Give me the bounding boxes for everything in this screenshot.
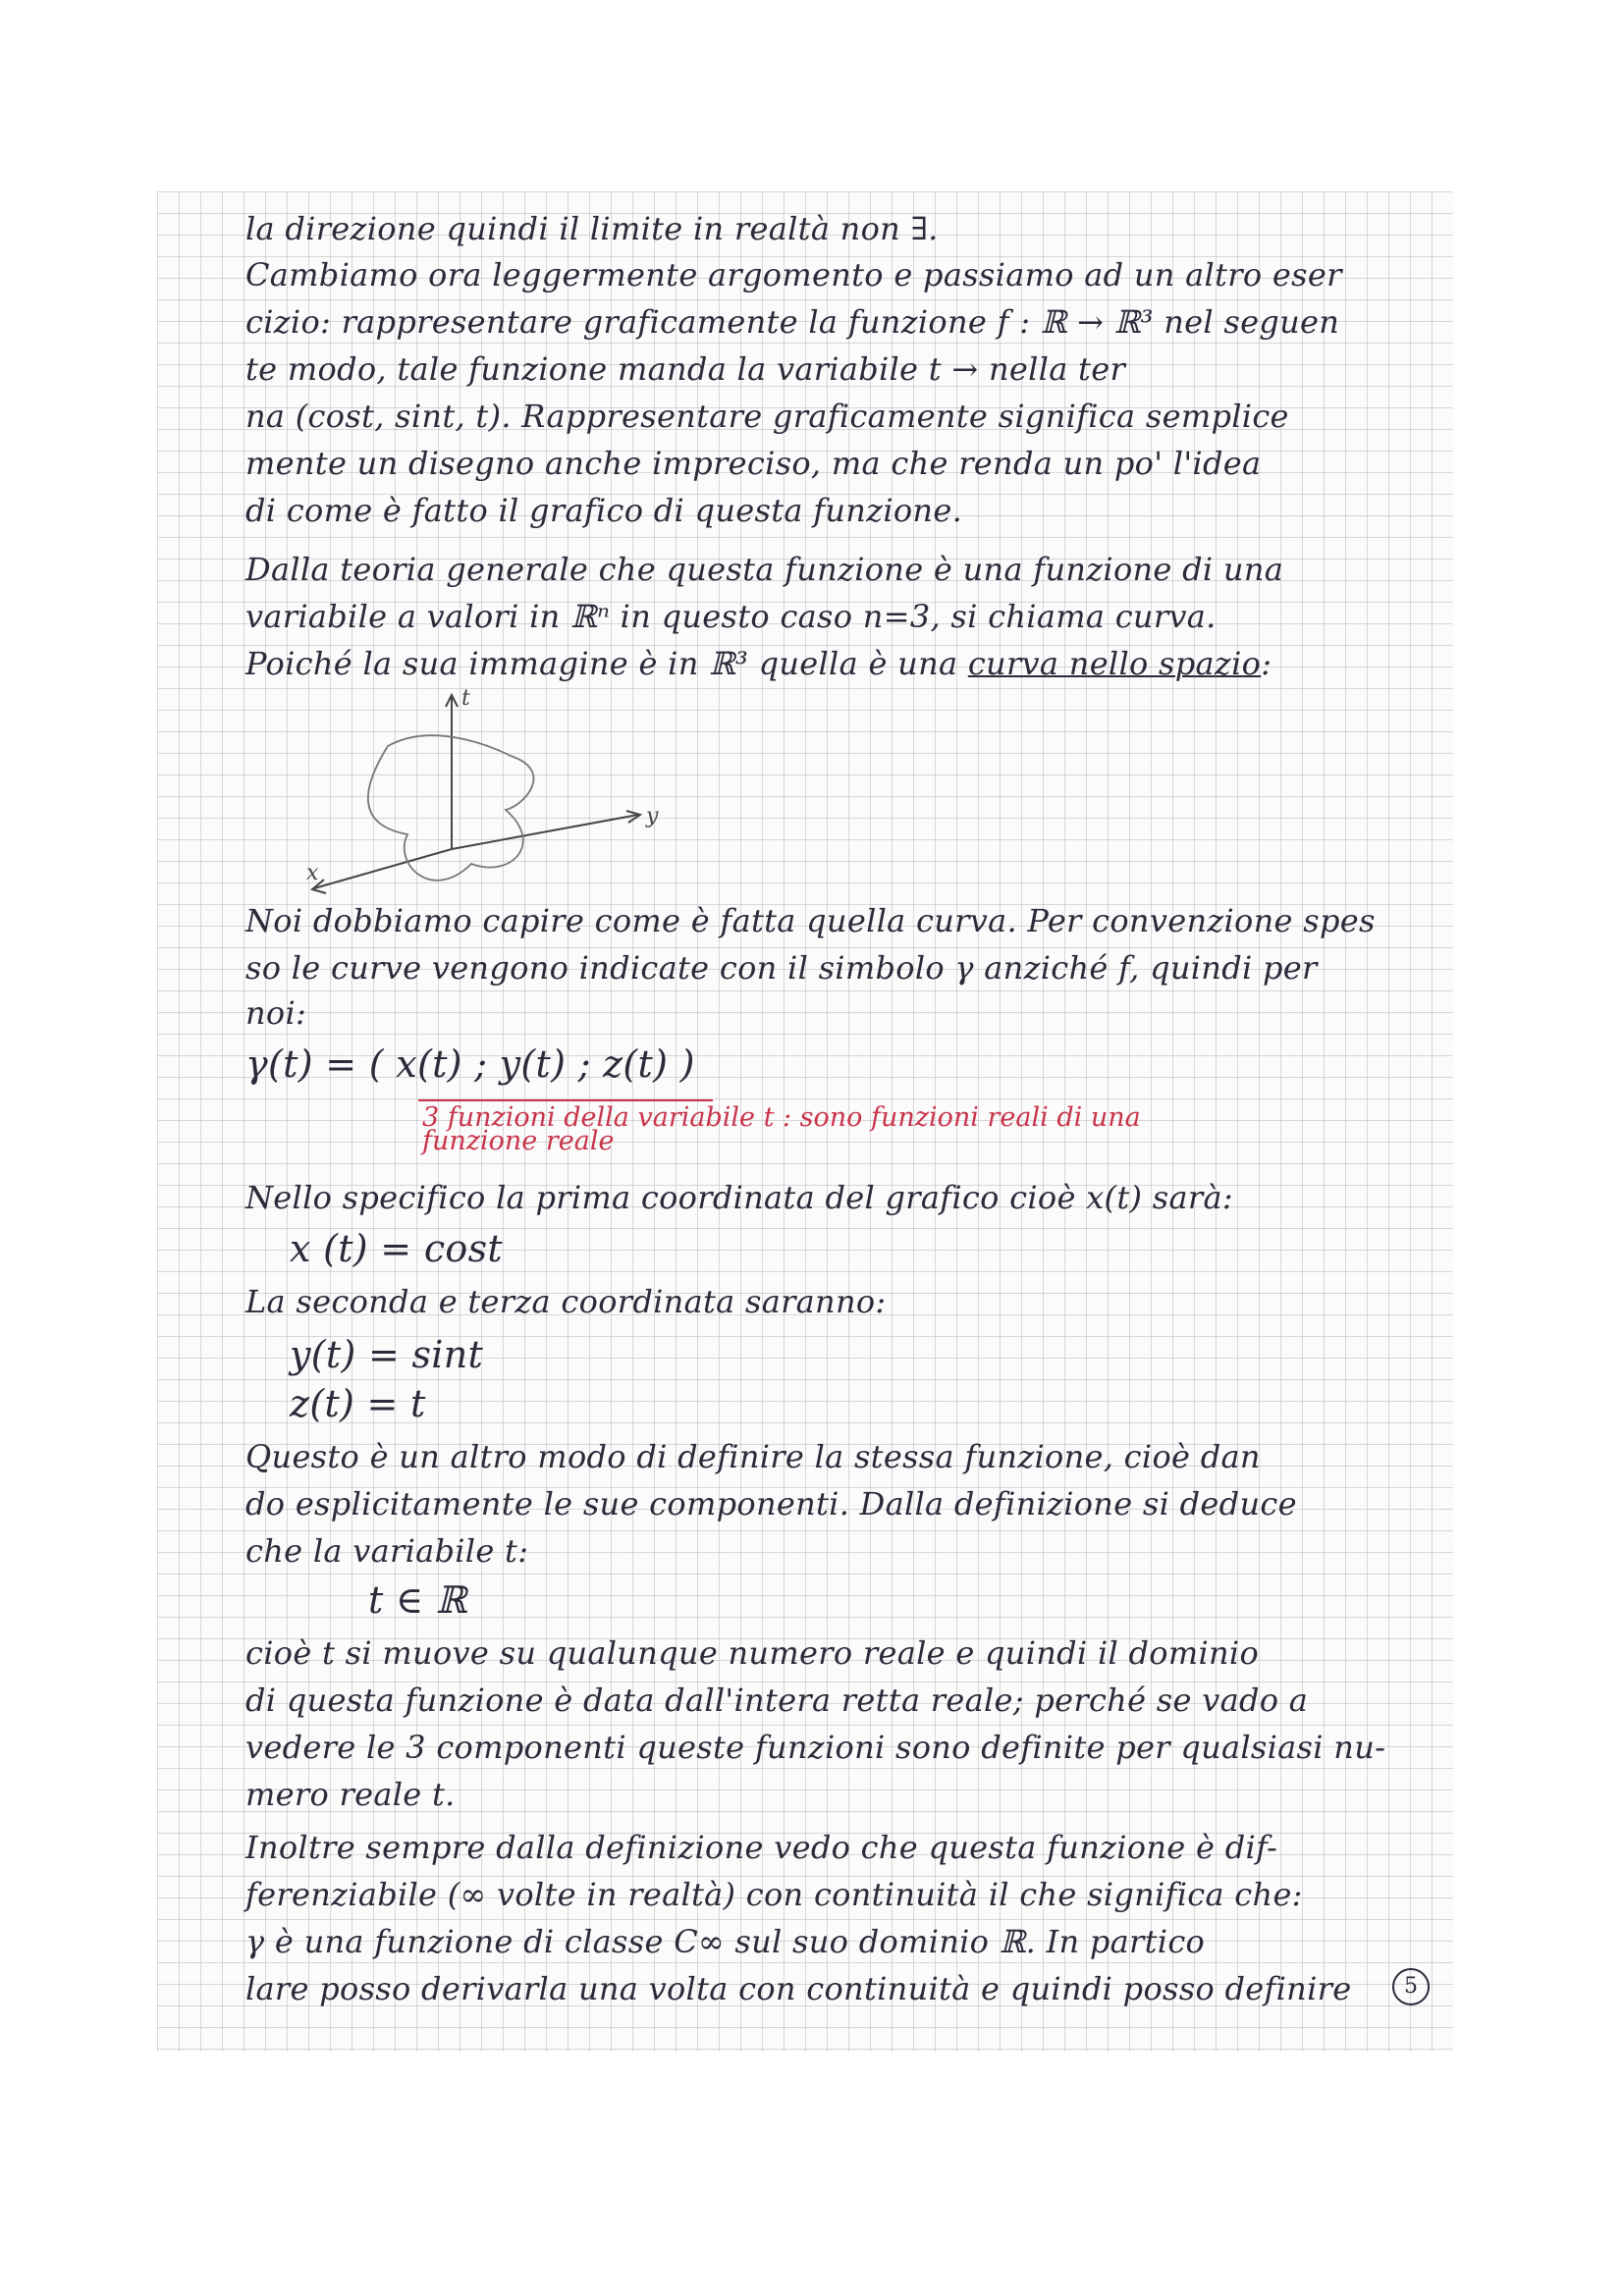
page-number-badge: 5 bbox=[1392, 1968, 1430, 2005]
text-line: mente un disegno anche impreciso, ma che renda un po' l'idea bbox=[245, 445, 1262, 482]
red-underline bbox=[418, 1099, 713, 1101]
text-line: La seconda e terza coordinata saranno: bbox=[245, 1283, 887, 1320]
y-axis-label: y bbox=[646, 804, 659, 828]
text-fragment: Poiché la sua immagine è in ℝ³ quella è una bbox=[245, 645, 968, 682]
z-formula: z(t) = t bbox=[290, 1382, 426, 1425]
text-line: cizio: rappresentare graficamente la funzione f : ℝ → ℝ³ nel seguen bbox=[245, 303, 1340, 341]
text-line: di questa funzione è data dall'intera retta reale; perché se vado a bbox=[245, 1682, 1309, 1719]
text-line: che la variabile t: bbox=[245, 1532, 529, 1570]
text-line: cioè t si muove su qualunque numero reale e quindi il dominio bbox=[245, 1634, 1260, 1672]
underlined-phrase: curva nello spazio bbox=[967, 645, 1262, 682]
red-annotation-line: funzione reale bbox=[422, 1126, 615, 1156]
y-formula: y(t) = sint bbox=[290, 1333, 484, 1376]
text-line: Cambiamo ora leggermente argomento e passiamo ad un altro eser bbox=[245, 256, 1342, 294]
text-line: Nello specifico la prima coordinata del grafico cioè x(t) sarà: bbox=[245, 1179, 1233, 1216]
x-axis-line bbox=[314, 849, 452, 888]
gamma-formula: γ(t) = ( x(t) ; y(t) ; z(t) ) bbox=[245, 1042, 695, 1086]
text-line: do esplicitamente le sue componenti. Dalla definizione si deduce bbox=[245, 1485, 1297, 1522]
text-line: ferenziabile (∞ volte in realtà) con continuità il che significa che: bbox=[245, 1876, 1303, 1913]
t-domain: t ∈ ℝ bbox=[368, 1578, 467, 1622]
text-line: mero reale t. bbox=[245, 1776, 456, 1813]
curve-sketch-diagram bbox=[295, 677, 707, 903]
text-line: Dalla teoria generale che questa funzione è una funzione di una bbox=[245, 551, 1284, 588]
red-annotation-line: 3 funzioni della variabile t : sono funzioni reali di una bbox=[422, 1102, 1141, 1133]
y-axis-line bbox=[452, 815, 638, 849]
t-axis-label: t bbox=[461, 686, 470, 711]
text-line: la direzione quindi il limite in realtà non ∃. bbox=[245, 210, 939, 247]
text-line: noi: bbox=[245, 994, 307, 1032]
text-line: variabile a valori in ℝⁿ in questo caso n=3, si chiama curva. bbox=[245, 598, 1217, 635]
x-formula: x (t) = cost bbox=[290, 1227, 503, 1270]
text-line: Inoltre sempre dalla definizione vedo che questa funzione è dif- bbox=[245, 1829, 1278, 1866]
text-line: na (cost, sint, t). Rappresentare graficamente significa semplice bbox=[245, 398, 1289, 435]
text-line: di come è fatto il grafico di questa funzione. bbox=[245, 492, 963, 529]
text-line: so le curve vengono indicate con il simbolo γ anziché f, quindi per bbox=[245, 949, 1318, 987]
text-line: lare posso derivarla una volta con continuità e quindi posso definire bbox=[245, 1970, 1352, 2007]
text-line: vedere le 3 componenti queste funzioni sono definite per qualsiasi nu- bbox=[245, 1729, 1386, 1766]
text-line: Questo è un altro modo di definire la stessa funzione, cioè dan bbox=[245, 1438, 1261, 1475]
text-line: te modo, tale funzione manda la variabile t → nella ter bbox=[245, 350, 1126, 388]
text-line: Noi dobbiamo capire come è fatta quella curva. Per convenzione spes bbox=[245, 902, 1376, 939]
colon: : bbox=[1261, 645, 1272, 682]
text-line: γ è una funzione di classe C∞ sul suo dominio ℝ. In partico bbox=[245, 1923, 1206, 1960]
x-axis-label: x bbox=[306, 861, 319, 885]
